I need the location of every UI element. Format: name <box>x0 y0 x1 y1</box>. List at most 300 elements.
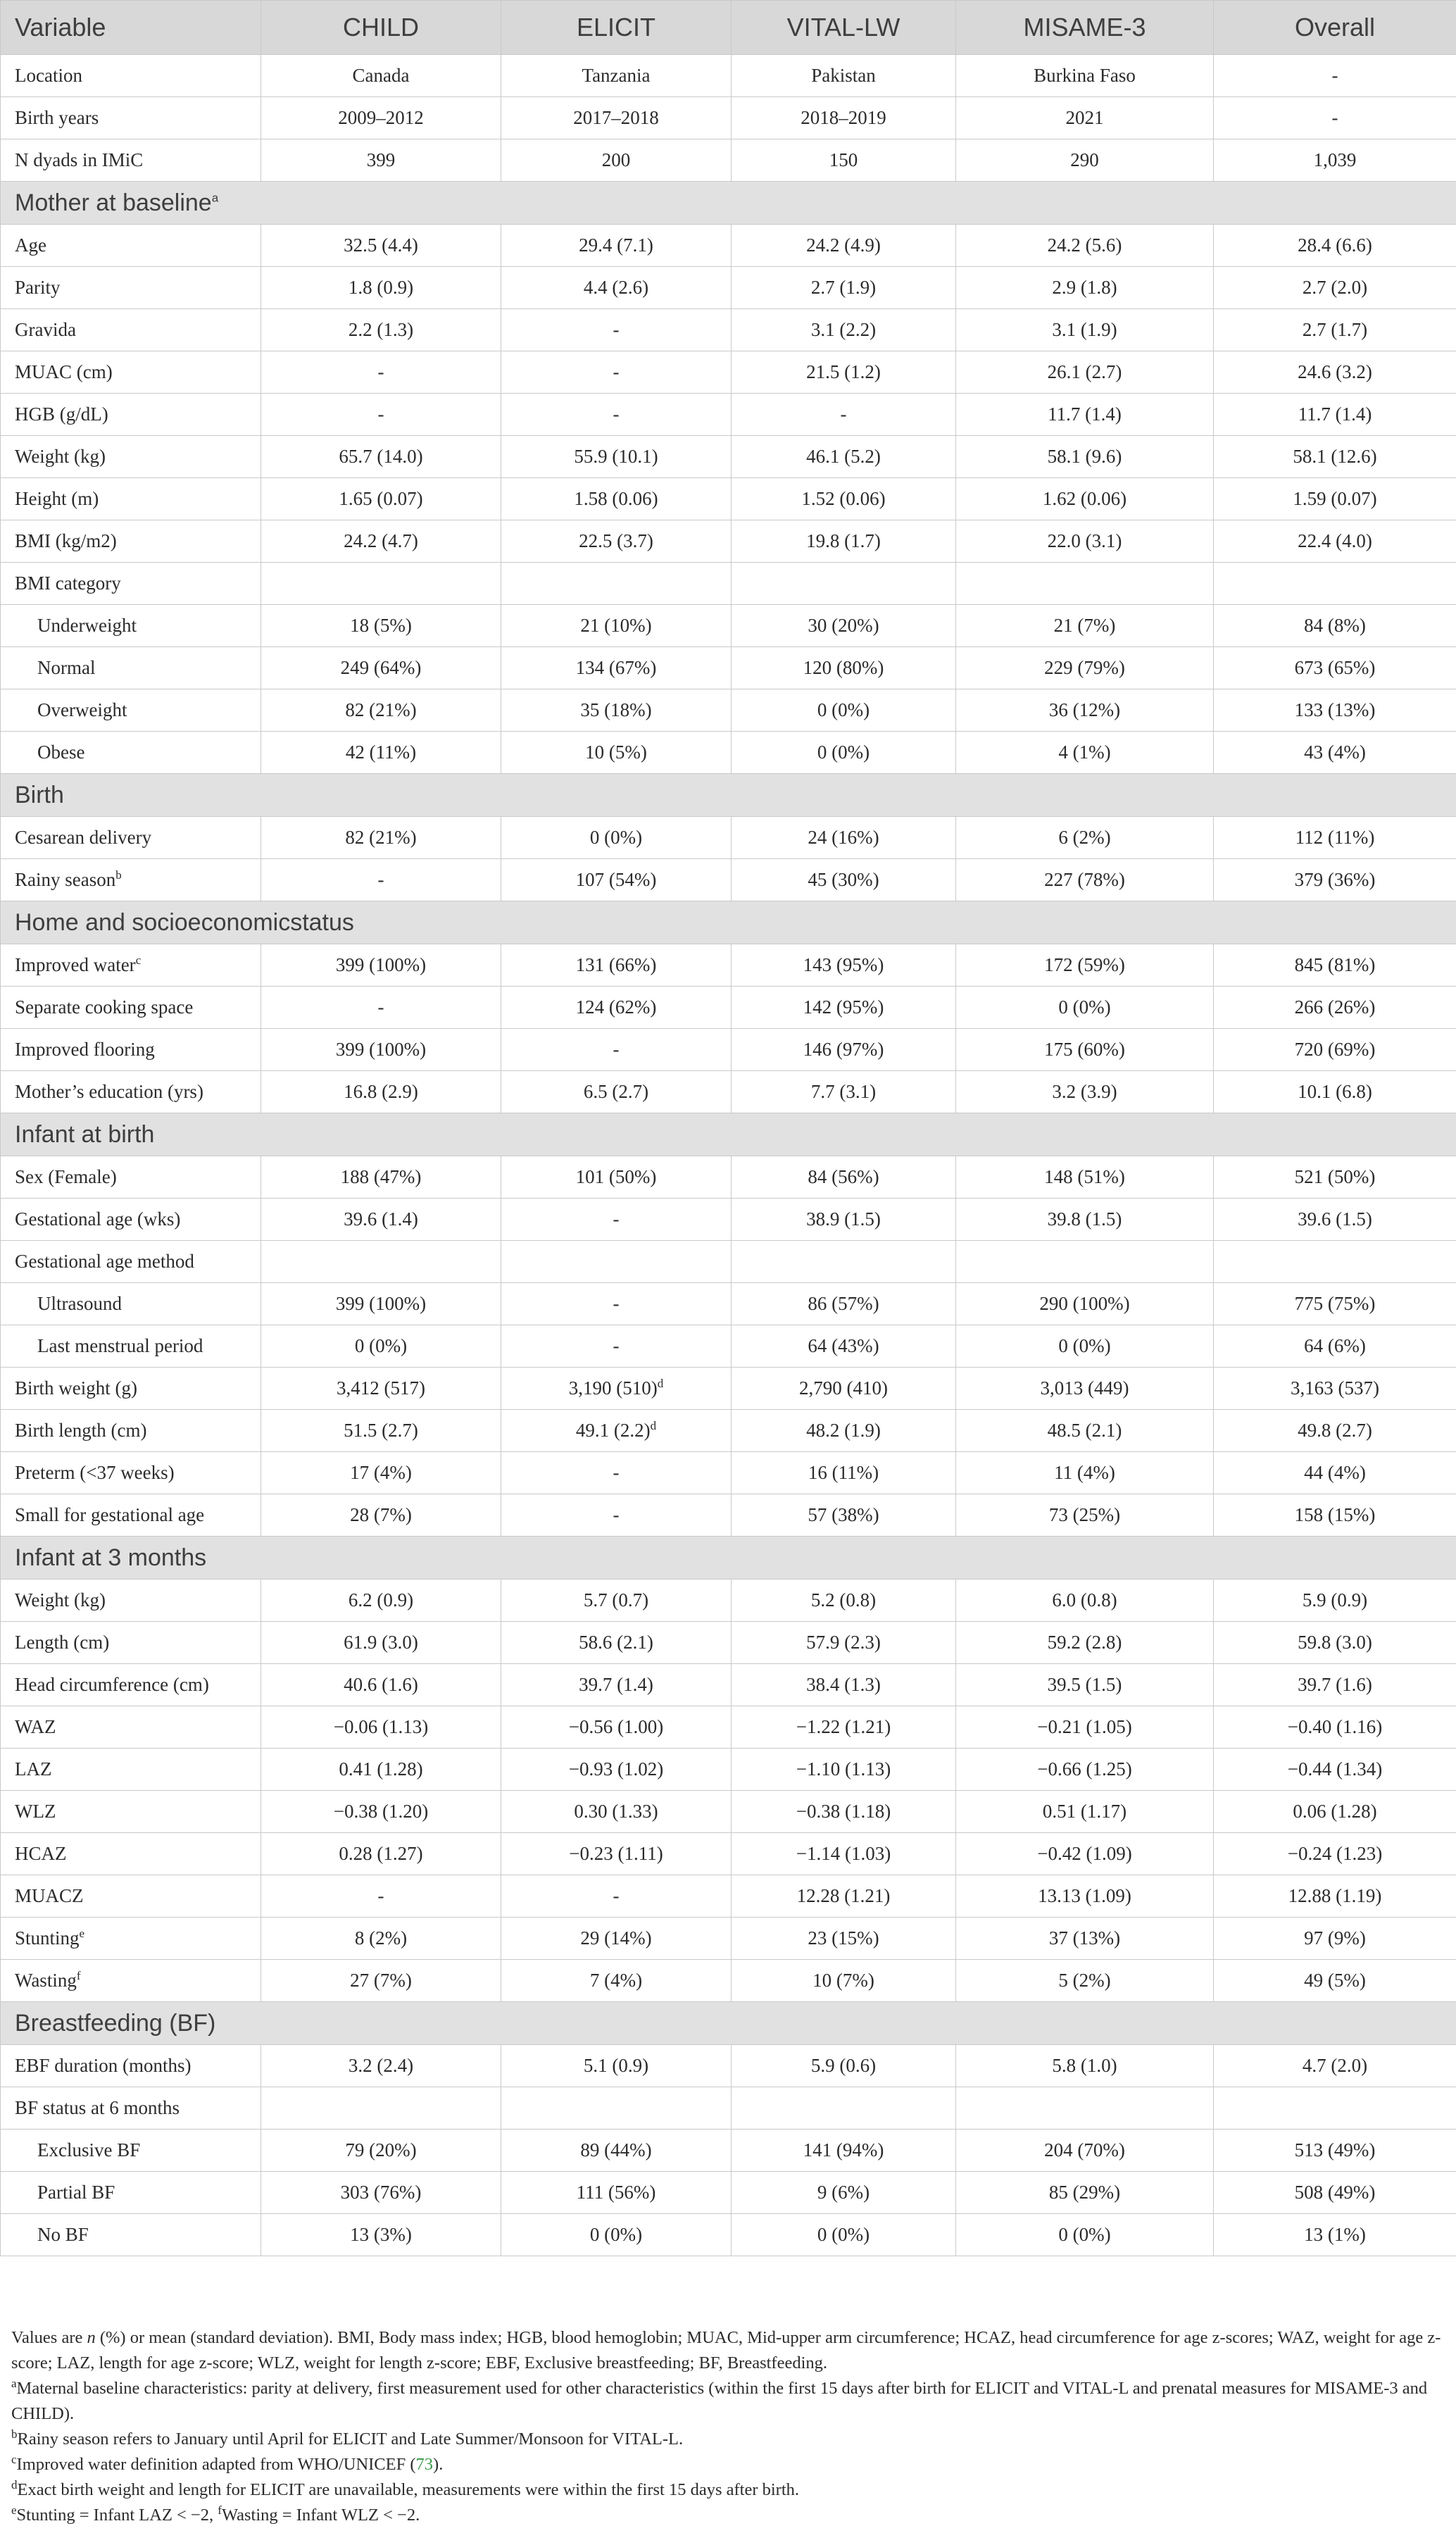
cell-value: 46.1 (5.2) <box>806 446 881 467</box>
table-cell <box>956 1029 1214 1071</box>
table-cell <box>732 2045 956 2087</box>
cell-value: 16 (11%) <box>808 1462 879 1483</box>
table-cell <box>1214 267 1456 309</box>
table-cell <box>732 2214 956 2256</box>
cell-value: 12.28 (1.21) <box>796 1885 891 1906</box>
table-cell <box>1214 436 1456 478</box>
row-label <box>1 1410 261 1452</box>
section-title <box>1 1113 1456 1156</box>
table-cell <box>732 478 956 520</box>
table-cell <box>956 225 1214 267</box>
table-cell <box>732 1749 956 1791</box>
table-cell <box>501 478 732 520</box>
cell-value: - <box>613 1293 620 1314</box>
table-cell <box>261 1241 501 1283</box>
row-label-text: Rainy season <box>15 869 116 890</box>
table-cell <box>732 55 956 97</box>
cell-value: 21.5 (1.2) <box>806 361 881 382</box>
table-cell <box>501 1029 732 1071</box>
table-cell <box>1214 2045 1456 2087</box>
table-cell <box>261 2214 501 2256</box>
row-label <box>1 1029 261 1071</box>
cell-value: 3.1 (1.9) <box>1052 319 1117 340</box>
cell-value: 86 (57%) <box>808 1293 879 1314</box>
header-child: CHILD <box>261 1 501 55</box>
table-cell <box>732 563 956 605</box>
row-label <box>1 1368 261 1410</box>
table-row <box>1 1410 1456 1452</box>
cell-value: −0.38 (1.18) <box>796 1801 891 1822</box>
table-cell <box>956 1071 1214 1113</box>
row-label <box>1 1325 261 1368</box>
section-title <box>1 901 1456 944</box>
cell-value: 28.4 (6.6) <box>1298 235 1372 256</box>
cell-value: 24.6 (3.2) <box>1298 361 1372 382</box>
table-cell <box>261 1960 501 2002</box>
table-cell <box>956 689 1214 732</box>
table-cell <box>261 1029 501 1071</box>
table-cell <box>501 859 732 901</box>
row-label-text: Obese <box>37 742 85 763</box>
table-cell <box>1214 817 1456 859</box>
table-cell <box>732 1199 956 1241</box>
row-label-text: Birth length (cm) <box>15 1420 147 1441</box>
table-cell <box>732 1580 956 1622</box>
table-cell <box>261 1325 501 1368</box>
cell-value: −0.38 (1.20) <box>333 1801 429 1822</box>
table-cell <box>501 2172 732 2214</box>
cell-value: 1.58 (0.06) <box>574 488 658 509</box>
table-cell <box>501 2130 732 2172</box>
row-label-text: MUAC (cm) <box>15 361 113 382</box>
cell-value: 146 (97%) <box>803 1039 884 1060</box>
row-label-text: Wasting <box>15 1970 77 1991</box>
section-header-row <box>1 901 1456 944</box>
row-label <box>1 1452 261 1494</box>
cell-value: 0.28 (1.27) <box>339 1843 423 1864</box>
table-cell <box>956 817 1214 859</box>
cell-value: 2.7 (1.9) <box>810 277 877 298</box>
table-row <box>1 859 1456 901</box>
table-row <box>1 97 1456 139</box>
table-row <box>1 1875 1456 1918</box>
cell-value: 10 (5%) <box>585 742 647 763</box>
cell-value: Canada <box>352 65 410 86</box>
table-cell <box>956 944 1214 987</box>
cell-value: 39.8 (1.5) <box>1047 1208 1122 1230</box>
table-cell <box>261 1199 501 1241</box>
table-cell <box>956 55 1214 97</box>
cell-value: 172 (59%) <box>1044 954 1125 975</box>
row-label <box>1 55 261 97</box>
cell-value: 2.9 (1.8) <box>1052 277 1117 298</box>
reference-link[interactable]: 73 <box>415 2455 434 2474</box>
table-cell <box>732 647 956 689</box>
table-cell <box>732 97 956 139</box>
row-label-text: Stunting <box>15 1927 80 1949</box>
table-cell <box>1214 1580 1456 1622</box>
cell-value: 2017–2018 <box>573 107 659 128</box>
cell-value: 227 (78%) <box>1044 869 1125 890</box>
table-cell <box>956 1918 1214 1960</box>
cell-value: Pakistan <box>811 65 876 86</box>
table-cell <box>732 1664 956 1706</box>
cell-value: 24.2 (4.7) <box>344 530 418 551</box>
table-cell <box>1214 2087 1456 2130</box>
row-label <box>1 1622 261 1664</box>
table-cell <box>501 987 732 1029</box>
cell-value: 21 (7%) <box>1053 615 1116 636</box>
table-cell <box>501 2087 732 2130</box>
row-label-text: BMI category <box>15 573 121 594</box>
table-cell <box>956 1283 1214 1325</box>
table-body <box>1 55 1456 2256</box>
cell-value: 204 (70%) <box>1044 2139 1125 2161</box>
table-cell <box>956 351 1214 394</box>
cell-value: 399 (100%) <box>335 954 427 975</box>
cell-value: −0.06 (1.13) <box>333 1716 429 1737</box>
table-cell <box>501 2214 732 2256</box>
table-cell <box>261 1664 501 1706</box>
row-label-text: Cesarean delivery <box>15 827 152 848</box>
cell-value: - <box>613 1335 620 1356</box>
cell-value: −0.21 (1.05) <box>1037 1716 1132 1737</box>
table-cell <box>732 1875 956 1918</box>
row-label <box>1 1875 261 1918</box>
table-cell <box>732 944 956 987</box>
table-cell <box>1214 1452 1456 1494</box>
row-label <box>1 1664 261 1706</box>
cell-value: 150 <box>829 149 858 170</box>
table-cell <box>732 859 956 901</box>
table-cell <box>501 732 732 774</box>
cell-value: 112 (11%) <box>1295 827 1375 848</box>
row-label-text: Birth weight (g) <box>15 1377 137 1399</box>
cell-value: 1.59 (0.07) <box>1293 488 1377 509</box>
table-cell <box>261 225 501 267</box>
cell-value: 82 (21%) <box>345 827 417 848</box>
cell-value: 1.8 (0.9) <box>348 277 414 298</box>
row-label-text: Length (cm) <box>15 1632 110 1653</box>
cell-value: 39.5 (1.5) <box>1047 1674 1122 1695</box>
cell-value: 13.13 (1.09) <box>1038 1885 1131 1906</box>
table-cell <box>501 1071 732 1113</box>
table-row <box>1 1241 1456 1283</box>
table-cell <box>956 436 1214 478</box>
table-cell <box>261 1875 501 1918</box>
cell-value: 120 (80%) <box>803 657 884 678</box>
cell-value: 3.2 (3.9) <box>1052 1081 1117 1102</box>
section-title-text: Infant at birth <box>15 1120 155 1148</box>
footnote-marker: d <box>657 1377 664 1390</box>
cell-value: 65.7 (14.0) <box>339 446 423 467</box>
table-cell <box>501 1706 732 1749</box>
table-cell <box>261 1706 501 1749</box>
table-cell <box>956 647 1214 689</box>
table-cell <box>501 1325 732 1368</box>
footnote-marker: c <box>135 953 142 967</box>
row-label <box>1 2130 261 2172</box>
table-cell <box>501 1622 732 1664</box>
cell-value: 37 (13%) <box>1048 1927 1121 1949</box>
table-cell <box>261 267 501 309</box>
cell-value: - <box>613 1462 620 1483</box>
cell-value: 521 (50%) <box>1294 1166 1376 1187</box>
row-label <box>1 2087 261 2130</box>
table-cell <box>501 605 732 647</box>
cell-value: 97 (9%) <box>1304 1927 1366 1949</box>
cell-value: 10 (7%) <box>812 1970 874 1991</box>
table-cell <box>956 520 1214 563</box>
table-cell <box>261 1283 501 1325</box>
row-label <box>1 309 261 351</box>
cell-value: 59.2 (2.8) <box>1047 1632 1122 1653</box>
cell-value: −1.10 (1.13) <box>796 1758 891 1780</box>
table-row <box>1 520 1456 563</box>
table-cell <box>732 1156 956 1199</box>
table-row <box>1 1325 1456 1368</box>
footnote-marker: b <box>115 868 122 882</box>
row-label-text: Gestational age method <box>15 1251 194 1272</box>
table-cell <box>1214 732 1456 774</box>
cell-value: −0.23 (1.11) <box>569 1843 663 1864</box>
table-cell <box>261 1452 501 1494</box>
row-label-text: Gravida <box>15 319 76 340</box>
cell-value: −0.44 (1.34) <box>1287 1758 1383 1780</box>
cell-value: 0 (0%) <box>817 699 870 720</box>
cell-value: −0.24 (1.23) <box>1287 1843 1383 1864</box>
table-cell <box>1214 647 1456 689</box>
row-label <box>1 605 261 647</box>
cell-value: 24 (16%) <box>808 827 879 848</box>
cell-value: 39.7 (1.4) <box>579 1674 653 1695</box>
row-label-text: Last menstrual period <box>37 1335 203 1356</box>
table-cell <box>732 1918 956 1960</box>
table-cell <box>956 2214 1214 2256</box>
cell-value: - <box>1331 107 1338 128</box>
table-cell <box>501 1452 732 1494</box>
table-cell <box>732 267 956 309</box>
row-label-text: Birth years <box>15 107 99 128</box>
row-label-text: Ultrasound <box>37 1293 122 1314</box>
row-label-text: HGB (g/dL) <box>15 404 108 425</box>
cell-value: 49 (5%) <box>1304 1970 1366 1991</box>
table-cell <box>956 97 1214 139</box>
cell-value: 11.7 (1.4) <box>1298 404 1372 425</box>
footnote-b: $^b$Rainy season refers to January until April for ELICIT and Late Summer/Monsoon for VITAL-L. <box>11 2427 684 2449</box>
cell-value: 12.88 (1.19) <box>1288 1885 1382 1906</box>
row-label <box>1 2045 261 2087</box>
cell-value: 133 (13%) <box>1294 699 1376 720</box>
table-cell <box>501 394 732 436</box>
row-label-text: Separate cooking space <box>15 996 194 1018</box>
cell-value: 2,790 (410) <box>799 1377 888 1399</box>
table-cell <box>1214 2130 1456 2172</box>
section-title-text: Infant at 3 months <box>15 1544 207 1571</box>
cell-value: 101 (50%) <box>575 1166 657 1187</box>
row-label <box>1 97 261 139</box>
row-label-text: Underweight <box>37 615 137 636</box>
cell-value: 290 (100%) <box>1039 1293 1130 1314</box>
header-overall: Overall <box>1214 1 1456 55</box>
section-title-text: Home and socioeconomicstatus <box>15 908 354 936</box>
row-label <box>1 1749 261 1791</box>
cell-value: 35 (18%) <box>580 699 652 720</box>
table-cell <box>261 1918 501 1960</box>
footnote-values: Values are n (%) or mean (standard deviation). BMI, Body mass index; HGB, blood hemoglobin; MUAC, Mid-upper arm circumference; HCAZ, head circumference for age z-scores; WAZ, weight for age z-score; LAZ, length for age z-score; WLZ, weight for length z-score; EBF, Exclusive breastfeeding; BF, Breastfeeding. <box>11 2328 1441 2372</box>
cell-value: 17 (4%) <box>350 1462 412 1483</box>
cell-value: −0.40 (1.16) <box>1287 1716 1383 1737</box>
table-cell <box>732 987 956 1029</box>
cell-value: −1.22 (1.21) <box>796 1716 891 1737</box>
table-cell <box>261 1368 501 1410</box>
cell-value: 158 (15%) <box>1294 1504 1376 1525</box>
table-cell <box>1214 1283 1456 1325</box>
cell-value: 39.6 (1.5) <box>1298 1208 1372 1230</box>
row-label-text: Exclusive BF <box>37 2139 141 2161</box>
table-row <box>1 1960 1456 2002</box>
row-label <box>1 859 261 901</box>
table-cell <box>732 817 956 859</box>
row-label-text: Sex (Female) <box>15 1166 117 1187</box>
table-row <box>1 1791 1456 1833</box>
table-cell <box>261 97 501 139</box>
table-cell <box>732 1833 956 1875</box>
table-cell <box>732 689 956 732</box>
table-cell <box>261 1749 501 1791</box>
cell-value: 0.30 (1.33) <box>574 1801 658 1822</box>
table-row <box>1 1452 1456 1494</box>
row-label-text: MUACZ <box>15 1885 84 1906</box>
cell-value: 64 (6%) <box>1304 1335 1366 1356</box>
cell-value: 79 (20%) <box>345 2139 417 2161</box>
cell-value: 24.2 (5.6) <box>1047 235 1122 256</box>
table-cell <box>501 1283 732 1325</box>
table-cell <box>261 351 501 394</box>
cell-value: 0 (0%) <box>1058 996 1111 1018</box>
cell-value: 5 (2%) <box>1058 1970 1111 1991</box>
cell-value: 24.2 (4.9) <box>806 235 881 256</box>
cell-value: 0.06 (1.28) <box>1293 1801 1377 1822</box>
table-cell <box>732 436 956 478</box>
table-cell <box>956 1833 1214 1875</box>
cell-value: 61.9 (3.0) <box>344 1632 418 1653</box>
table-cell <box>1214 225 1456 267</box>
cell-value: 10.1 (6.8) <box>1298 1081 1372 1102</box>
table-row <box>1 1283 1456 1325</box>
cell-value: 1.62 (0.06) <box>1042 488 1127 509</box>
header-elicit: ELICIT <box>501 1 732 55</box>
table-cell <box>956 478 1214 520</box>
table-row <box>1 436 1456 478</box>
row-label-text: WLZ <box>15 1801 56 1822</box>
table-cell <box>956 1494 1214 1537</box>
cell-value: - <box>613 404 620 425</box>
table-cell <box>1214 394 1456 436</box>
cell-value: 3.1 (2.2) <box>810 319 877 340</box>
cell-value: 58.6 (2.1) <box>579 1632 653 1653</box>
table-cell <box>261 605 501 647</box>
table-row <box>1 563 1456 605</box>
cell-value: 21 (10%) <box>580 615 652 636</box>
table-cell <box>501 689 732 732</box>
cell-value: 22.0 (3.1) <box>1047 530 1122 551</box>
row-label-text: Improved flooring <box>15 1039 155 1060</box>
table-cell <box>261 309 501 351</box>
cell-value: 23 (15%) <box>808 1927 879 1949</box>
table-cell <box>1214 520 1456 563</box>
cell-value: 7.7 (3.1) <box>810 1081 877 1102</box>
cell-value: 7 (4%) <box>589 1970 643 1991</box>
cell-value: 5.1 (0.9) <box>583 2055 649 2076</box>
cell-value: - <box>377 996 384 1018</box>
cell-value: 141 (94%) <box>803 2139 884 2161</box>
row-label <box>1 1580 261 1622</box>
row-label-text: Age <box>15 235 46 256</box>
cell-value: 188 (47%) <box>340 1166 422 1187</box>
table-cell <box>1214 1622 1456 1664</box>
table-cell <box>732 351 956 394</box>
table-cell <box>261 394 501 436</box>
row-label <box>1 647 261 689</box>
row-label-text: Normal <box>37 657 96 678</box>
table-cell <box>956 859 1214 901</box>
cell-value: −0.42 (1.09) <box>1037 1843 1132 1864</box>
cell-value: 64 (43%) <box>808 1335 879 1356</box>
table-cell <box>501 1918 732 1960</box>
header-vital-lw: VITAL-LW <box>732 1 956 55</box>
table-cell <box>956 1410 1214 1452</box>
table-cell <box>261 2087 501 2130</box>
table-row <box>1 309 1456 351</box>
table-cell <box>732 1368 956 1410</box>
table-cell <box>1214 1410 1456 1452</box>
table-cell <box>501 436 732 478</box>
table-row <box>1 689 1456 732</box>
cell-value: 8 (2%) <box>354 1927 408 1949</box>
cell-value: 42 (11%) <box>345 742 417 763</box>
table-cell <box>261 1791 501 1833</box>
cell-value: 2018–2019 <box>801 107 886 128</box>
table-footnotes <box>0 2325 1448 2528</box>
table-cell <box>956 2087 1214 2130</box>
cell-value: −0.93 (1.02) <box>568 1758 664 1780</box>
cell-value: - <box>613 319 620 340</box>
row-label <box>1 987 261 1029</box>
cell-value: Tanzania <box>582 65 651 86</box>
row-label-text: Head circumference (cm) <box>15 1674 209 1695</box>
table-cell <box>501 1156 732 1199</box>
cell-value: 111 (56%) <box>576 2182 656 2203</box>
footnote-e-f: $^e$Stunting = Infant LAZ < −2, $^f$Wasting = Infant WLZ < −2. <box>11 2503 420 2525</box>
table-row <box>1 1833 1456 1875</box>
table-cell <box>732 1283 956 1325</box>
table-cell <box>956 1622 1214 1664</box>
table-row <box>1 1664 1456 1706</box>
cell-value: 5.9 (0.6) <box>810 2055 877 2076</box>
row-label <box>1 1241 261 1283</box>
cell-value: 107 (54%) <box>575 869 657 890</box>
cell-value: 6.0 (0.8) <box>1052 1589 1117 1611</box>
row-label <box>1 817 261 859</box>
cell-value: 249 (64%) <box>340 657 422 678</box>
row-label-text: N dyads in IMiC <box>15 149 144 170</box>
section-title <box>1 1537 1456 1580</box>
table-cell <box>1214 1833 1456 1875</box>
table-row <box>1 987 1456 1029</box>
table-cell <box>501 1410 732 1452</box>
table-cell <box>501 309 732 351</box>
